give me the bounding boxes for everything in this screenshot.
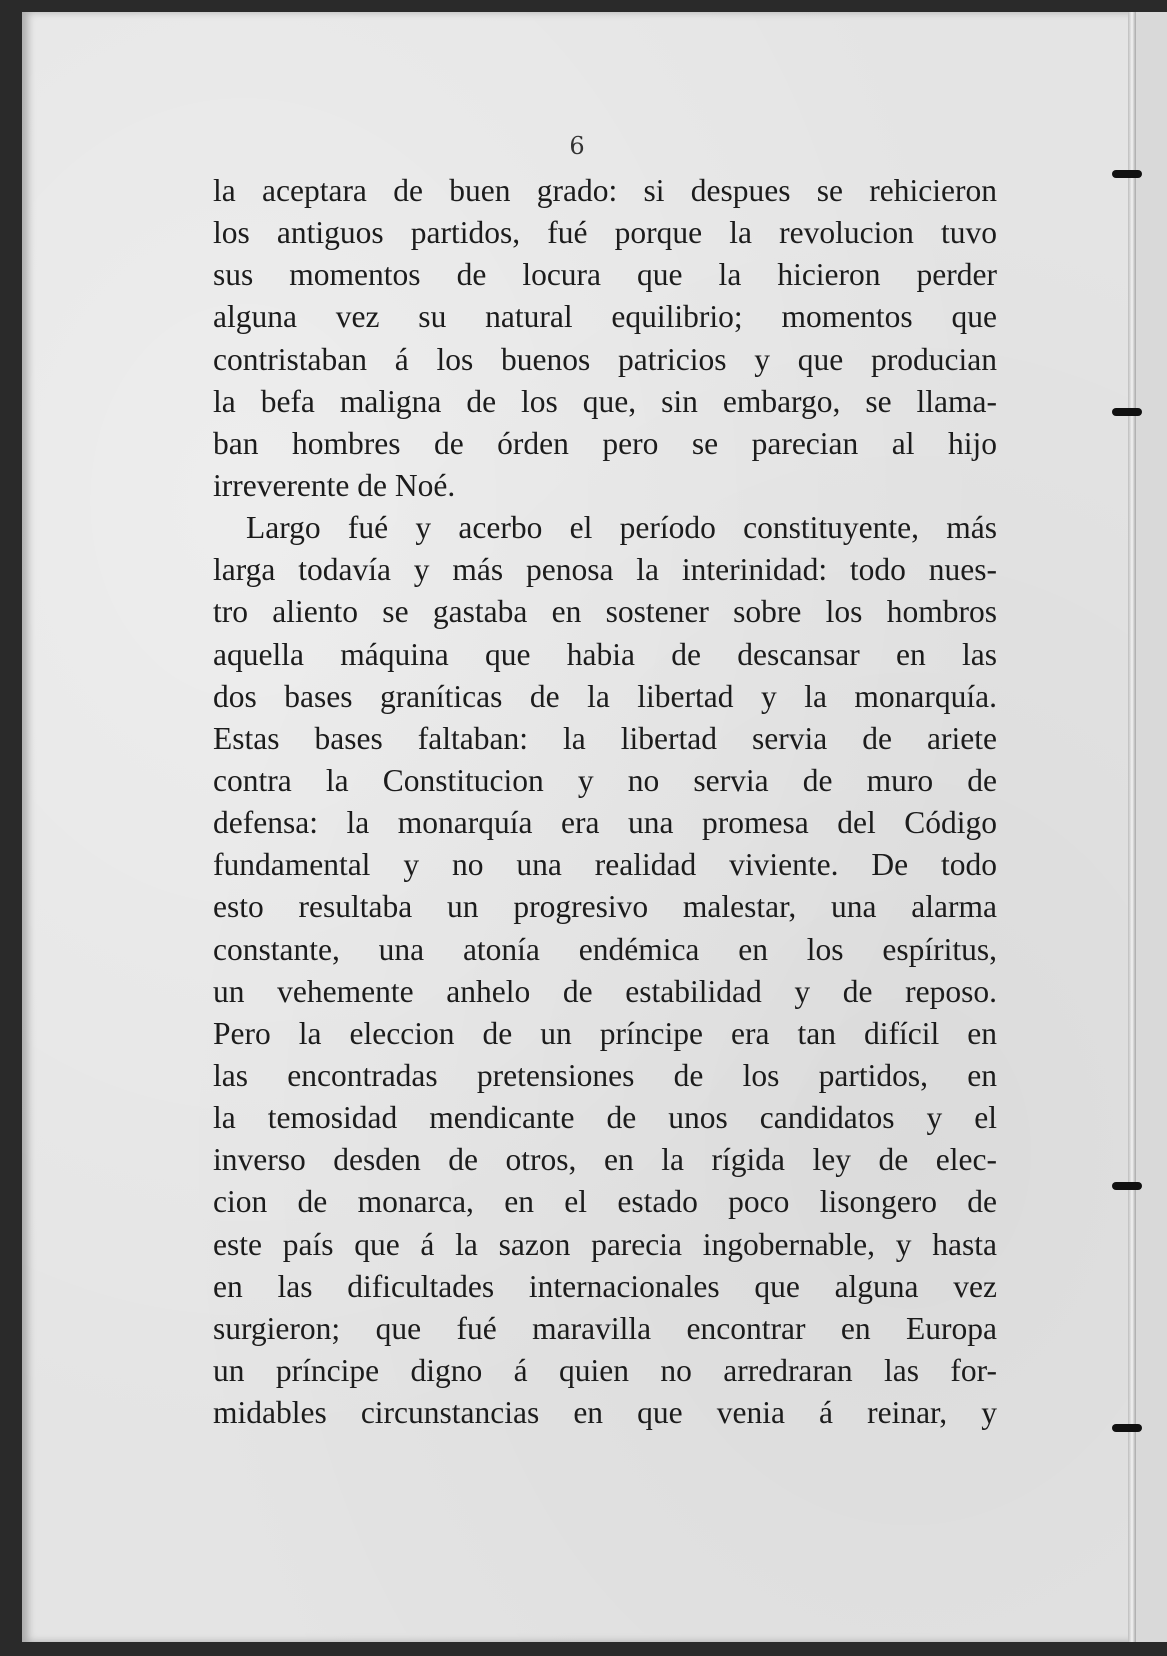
text-line: la temosidad mendicante de unos candidatos y el (213, 1100, 997, 1136)
text-line: este país que á la sazon parecia ingobernable, y hasta (213, 1226, 997, 1262)
binding-stitch (1112, 408, 1142, 416)
text-line: Estas bases faltaban: la libertad servia de ariete (213, 720, 997, 756)
text-line: Pero la eleccion de un príncipe era tan difícil en (213, 1015, 997, 1051)
binding-stitch (1112, 170, 1142, 178)
text-line: aquella máquina que habia de descansar en las (213, 636, 997, 672)
text-line: contristaban á los buenos patricios y que producian (213, 341, 997, 377)
text-line: midables circunstancias en que venia á reinar, y (213, 1395, 997, 1431)
text-line: surgieron; que fué maravilla encontrar en Europa (213, 1310, 997, 1346)
text-line: constante, una atonía endémica en los espíritus, (213, 931, 997, 967)
text-line: un príncipe digno á quien no arredraran las for- (213, 1352, 997, 1388)
text-line: esto resultaba un progresivo malestar, una alarma (213, 889, 997, 925)
text-line: la befa maligna de los que, sin embargo, se llama- (213, 383, 997, 419)
text-line: dos bases graníticas de la libertad y la monarquía. (213, 678, 997, 714)
text-line: defensa: la monarquía era una promesa del Código (213, 805, 997, 841)
text-line: en las dificultades internacionales que alguna vez (213, 1268, 997, 1304)
text-line: sus momentos de locura que la hicieron perder (213, 257, 997, 293)
text-line: contra la Constitucion y no servia de muro de (213, 762, 997, 798)
binding-stitch (1112, 1182, 1142, 1190)
text-line: los antiguos partidos, fué porque la revolucion tuvo (213, 215, 997, 251)
text-line: inverso desden de otros, en la rígida ley de elec- (213, 1142, 997, 1178)
text-line: tro aliento se gastaba en sostener sobre los hombros (213, 594, 997, 630)
text-line: ban hombres de órden pero se parecian al hijo (213, 425, 997, 461)
paragraph-start-line: Largo fué y acerbo el período constituyente, más (246, 510, 997, 546)
adjacent-page-edge (1136, 12, 1167, 1642)
binding-fold (1128, 12, 1136, 1642)
text-line: larga todavía y más penosa la interinidad: todo nues- (213, 552, 997, 588)
text-line: un vehemente anhelo de estabilidad y de reposo. (213, 973, 997, 1009)
text-line: cion de monarca, en el estado poco lisongero de (213, 1184, 997, 1220)
text-line: alguna vez su natural equilibrio; momentos que (213, 299, 997, 335)
binding-stitch (1112, 1424, 1142, 1432)
text-line: fundamental y no una realidad viviente. De todo (213, 847, 997, 883)
text-line: la aceptara de buen grado: si despues se rehicieron (213, 173, 997, 208)
paragraph-end-line: irreverente de Noé. (213, 467, 456, 503)
body-text (213, 170, 997, 1434)
page-number: 6 (569, 132, 585, 160)
text-line: las encontradas pretensiones de los partidos, en (213, 1057, 997, 1093)
